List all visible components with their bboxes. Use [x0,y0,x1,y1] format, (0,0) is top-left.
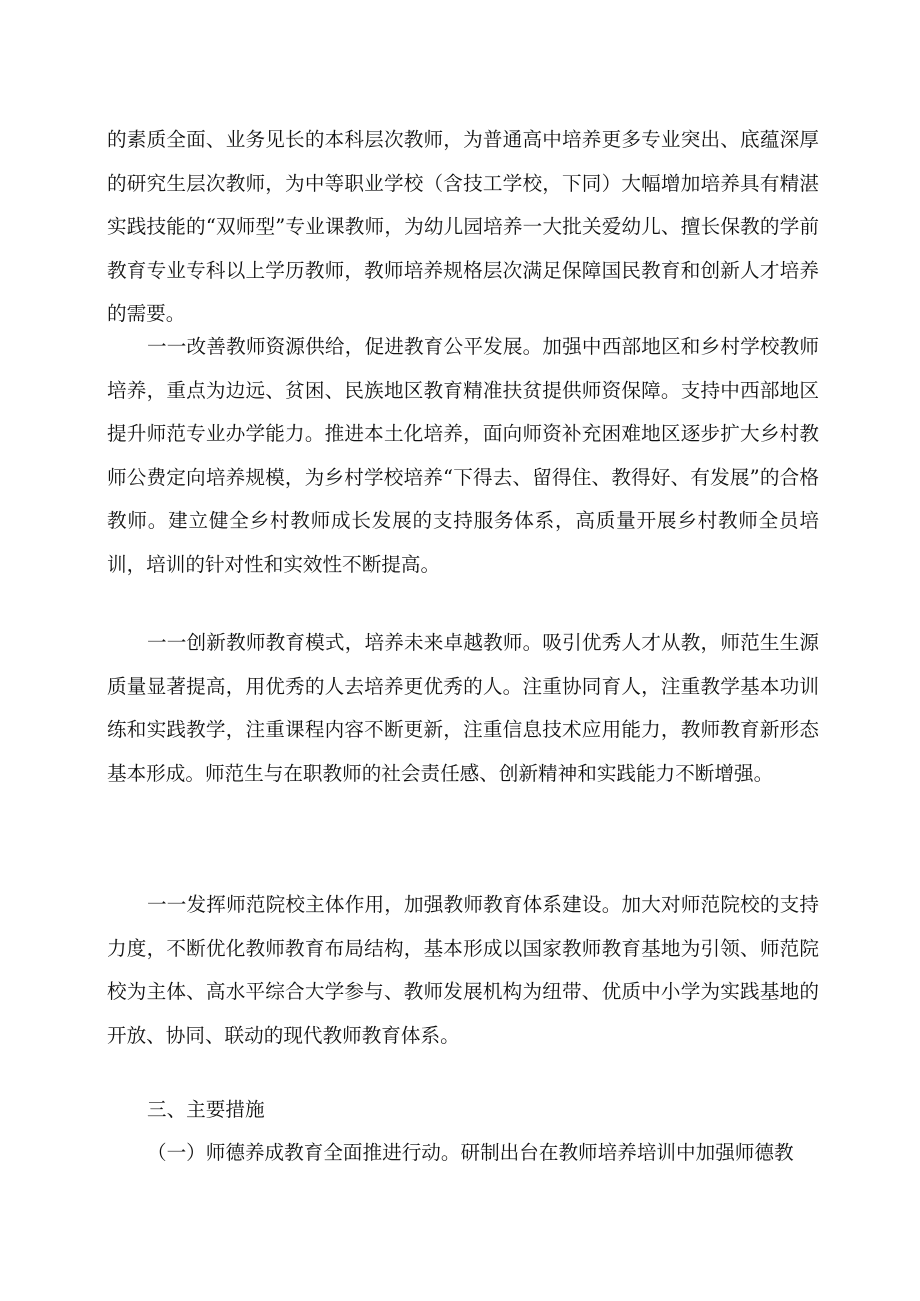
section-heading: 三、主要措施 [147,1098,265,1121]
paragraph-5: （一）师德养成教育全面推进行动。研制出台在教师培养培训中加强师德教 [147,1141,794,1164]
paragraph-3: 一一创新教师教育模式，培养未来卓越教师。吸引优秀人才从教，师范生生源质量显著提高，用优秀的人去培养更优秀的人。注重协同育人，注重教学基本功训练和实践教学，注重课程内容不断更新，注重信息技术应用能力，教师教育新形态基本形成。师范生与在职教师的社会责任感、创新精神和实践能力不断增强。 [107,631,819,785]
paragraph-2: 一一改善教师资源供给，促进教育公平发展。加强中西部地区和乡村学校教师培养，重点为边远、贫困、民族地区教育精准扶贫提供师资保障。支持中西部地区提升师范专业办学能力。推进本土化培养，面向师资补充困难地区逐步扩大乡村教师公费定向培养规模，为乡村学校培养“下得去、留得住、教得好、有发展”的合格教师。建立健全乡村教师成长发展的支持服务体系，高质量开展乡村教师全员培训，培训的针对性和实效性不断提高。 [107,335,819,576]
paragraph-1: 的素质全面、业务见长的本科层次教师，为普通高中培养更多专业突出、底蕴深厚的研究生层次教师，为中等职业学校（含技工学校，下同）大幅增加培养具有精湛实践技能的“双师型”专业课教师，为幼儿园培养一大批关爱幼儿、擅长保教的学前教育专业专科以上学历教师，教师培养规格层次满足保障国民教育和创新人才培养的需要。 [107,128,819,325]
paragraph-4: 一一发挥师范院校主体作用，加强教师教育体系建设。加大对师范院校的支持力度，不断优化教师教育布局结构，基本形成以国家教师教育基地为引领、师范院校为主体、高水平综合大学参与、教师发展机构为纽带、优质中小学为实践基地的开放、协同、联动的现代教师教育体系。 [107,893,819,1047]
